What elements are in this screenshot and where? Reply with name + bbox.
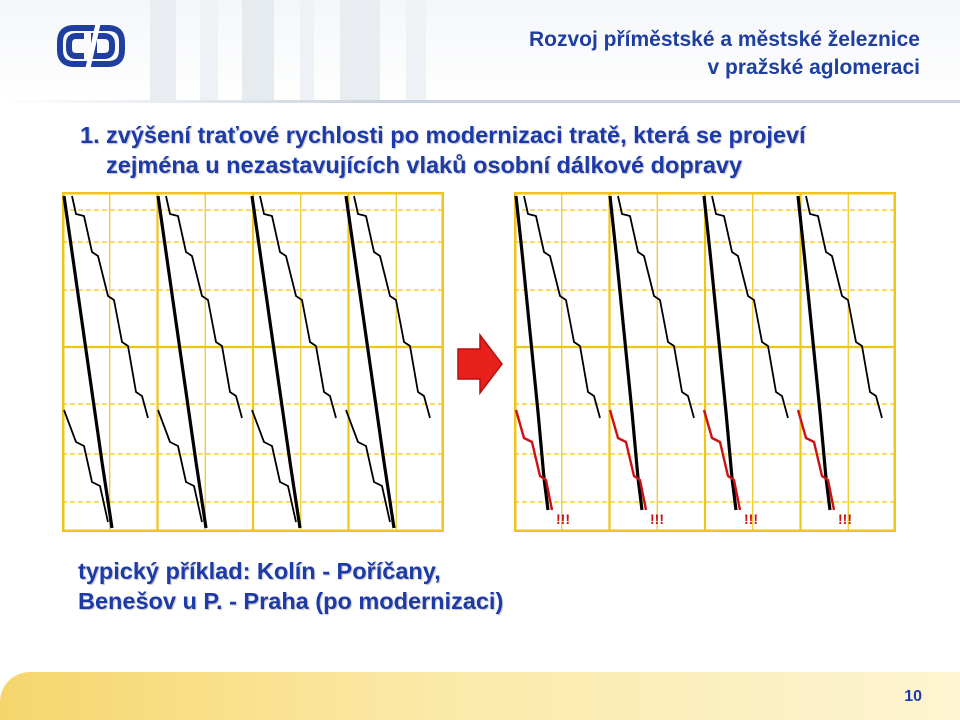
page-number: 10	[904, 688, 922, 705]
header-rule	[0, 100, 960, 103]
heading-line1: zvýšení traťové rychlosti po modernizaci tratě, která se projeví	[106, 122, 806, 148]
warning-label: !!!	[556, 511, 570, 527]
cd-logo	[52, 22, 128, 70]
example-line1: typický příklad: Kolín - Poříčany,	[78, 558, 441, 584]
warning-label: !!!	[838, 511, 852, 527]
header-title-line1: Rozvoj příměstské a městské železnice	[528, 28, 920, 51]
slide-heading	[80, 120, 920, 180]
timetable-diagram-before	[62, 192, 444, 532]
example-text	[78, 556, 638, 616]
timetable-diagram-after	[514, 192, 896, 532]
arrow-right-icon	[456, 333, 504, 395]
header-decoration	[130, 0, 460, 100]
heading-number: 1.	[80, 122, 100, 148]
header-title-line2: v pražské aglomeraci	[707, 56, 920, 79]
header-title	[529, 26, 920, 82]
warning-label: !!!	[744, 511, 758, 527]
footer-band	[0, 672, 960, 720]
example-line2: Benešov u P. - Praha (po modernizaci)	[78, 588, 504, 614]
heading-line2: zejména u nezastavujících vlaků osobní dálkové dopravy	[106, 152, 743, 178]
warning-label: !!!	[650, 511, 664, 527]
